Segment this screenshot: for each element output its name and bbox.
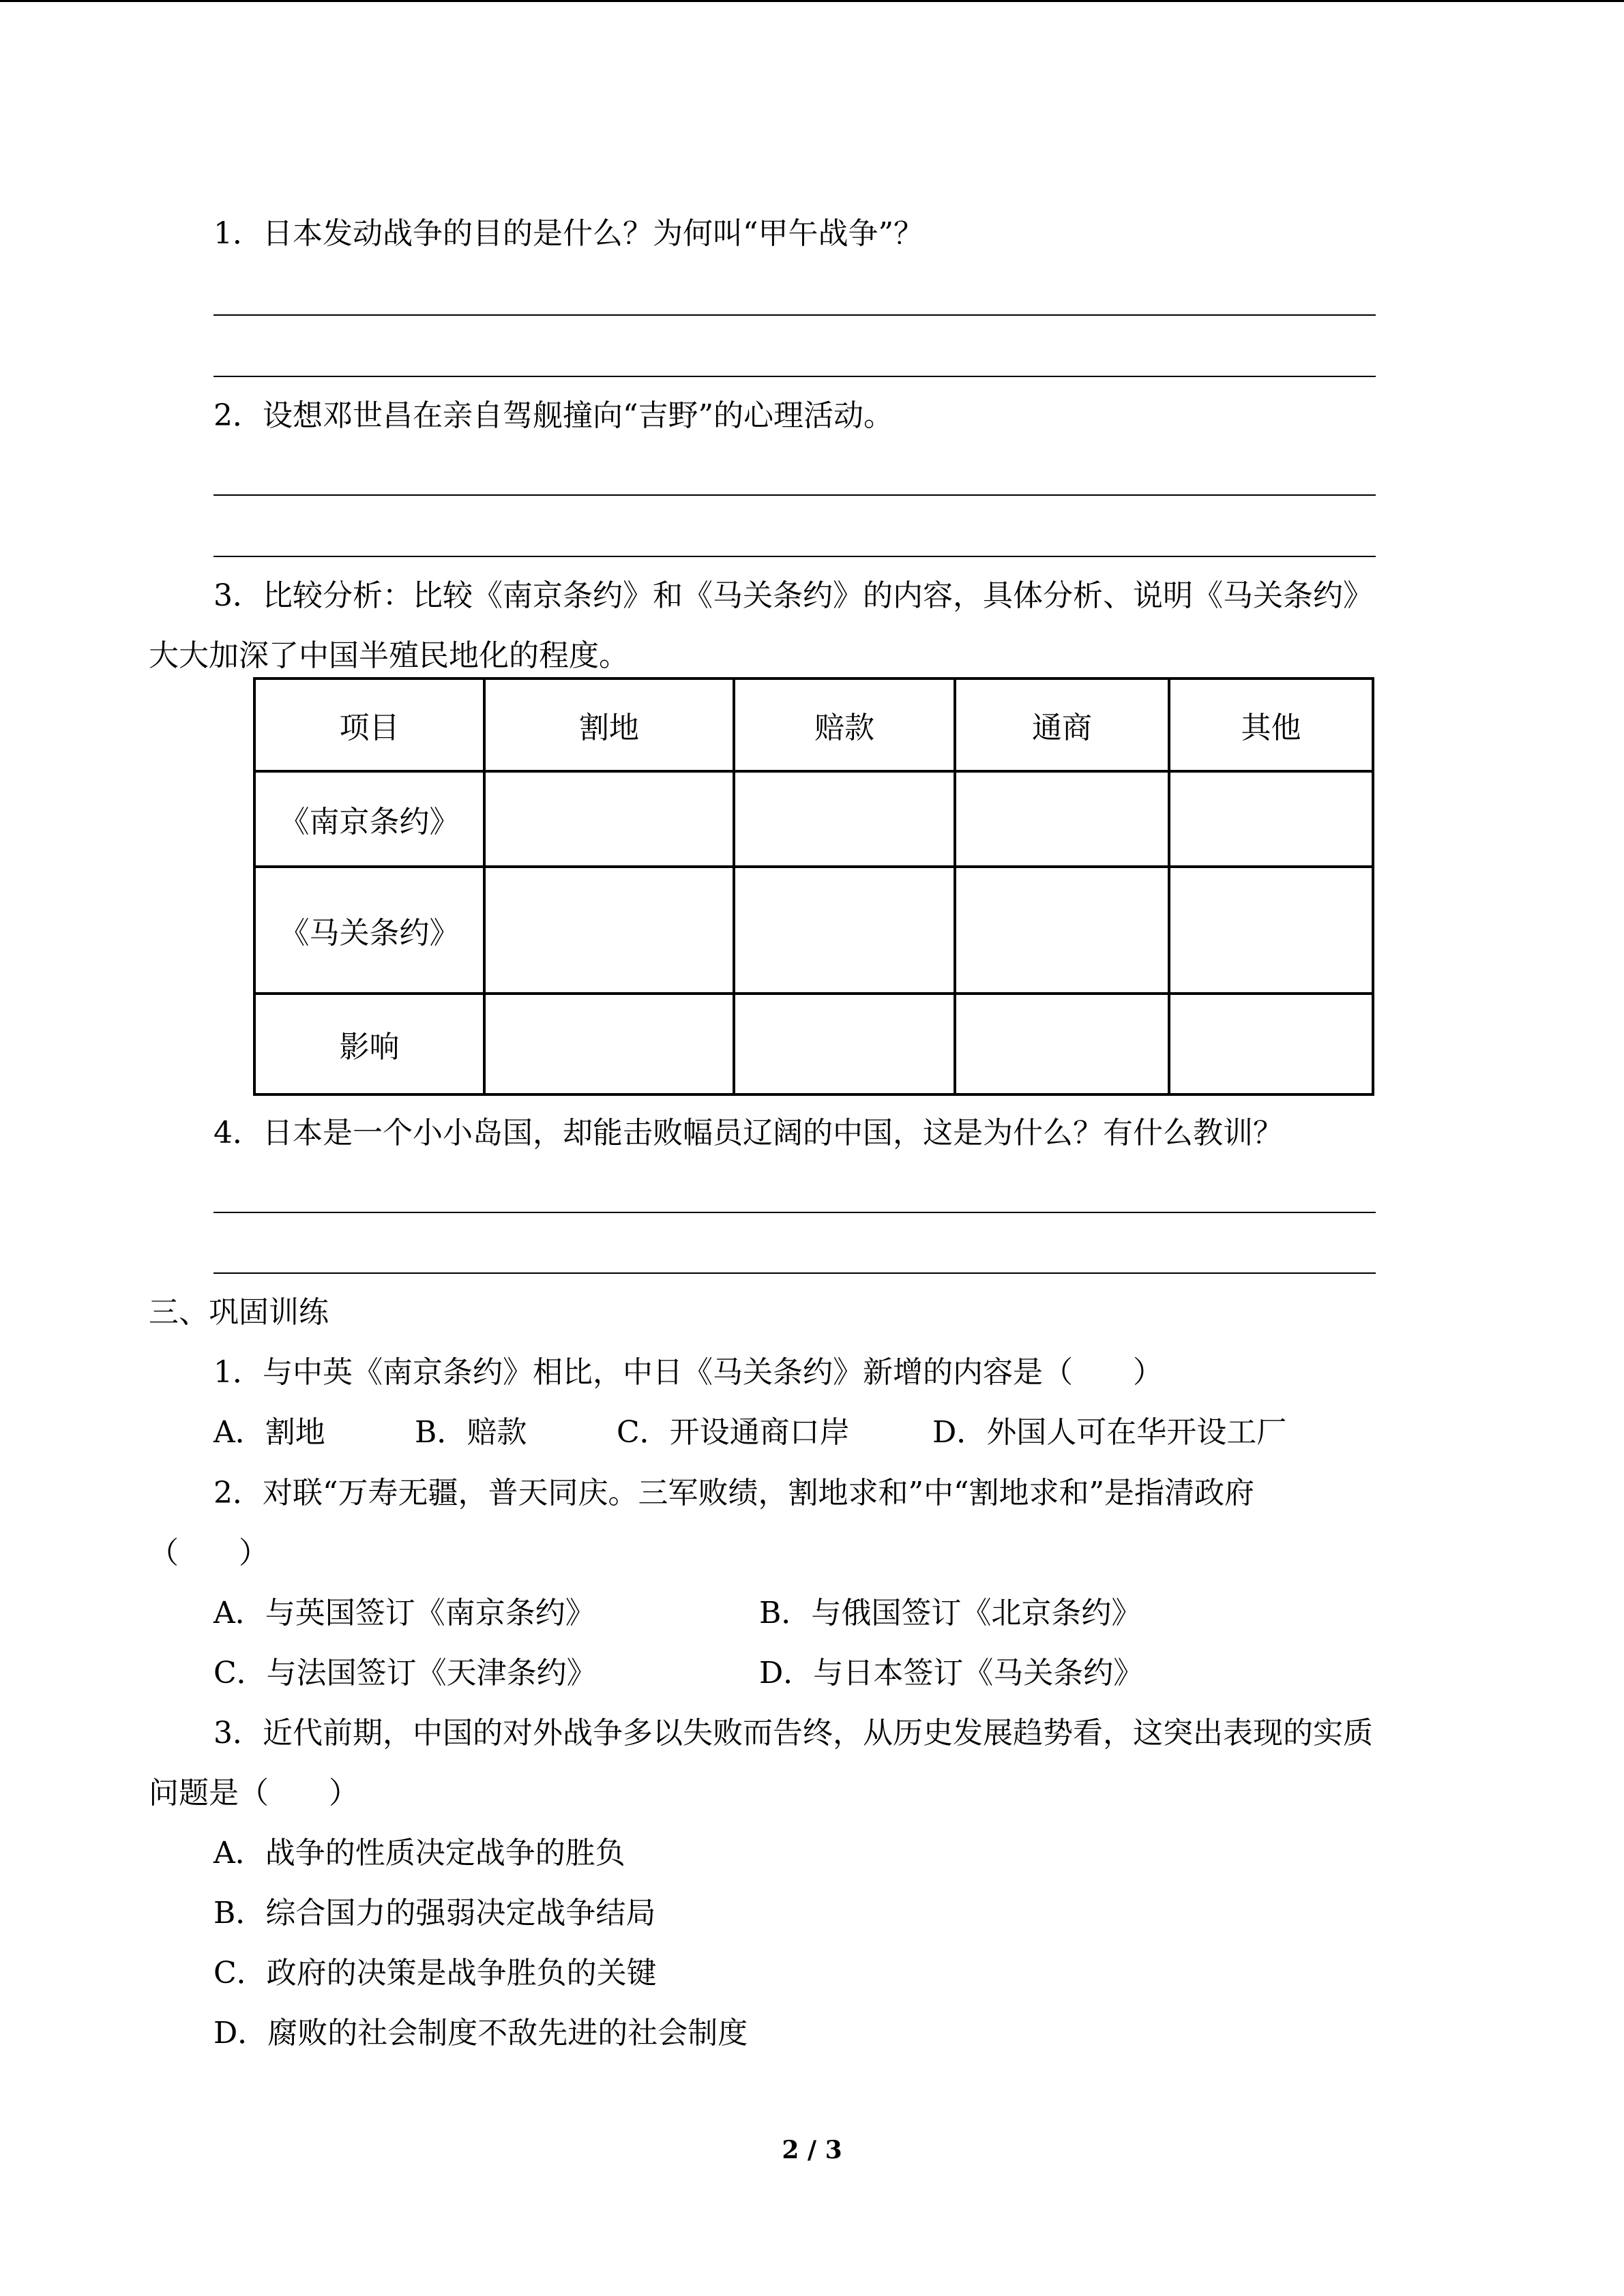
- mc1-option-b: B．赔款: [415, 1415, 527, 1450]
- question-3-line-2: 大大加深了中国半殖民地化的程度。: [149, 638, 629, 673]
- mc-question-3-line-2: 问题是（ ）: [149, 1776, 359, 1810]
- table-row-label: 《南京条约》: [254, 771, 484, 867]
- table-blank-cell: [1169, 867, 1373, 994]
- table-blank-cell: [734, 771, 955, 867]
- treaty-comparison-table: [253, 677, 1374, 1096]
- table-header-cell: 通商: [955, 679, 1169, 771]
- mc-question-3-line-1: 3．近代前期，中国的对外战争多以失败而告终，从历史发展趋势看，这突出表现的实质: [213, 1716, 1373, 1750]
- table-header-cell: 割地: [484, 679, 734, 771]
- table-blank-cell: [484, 867, 734, 994]
- mc1-option-c: C．开设通商口岸: [617, 1415, 850, 1450]
- table-header-cell: 赔款: [734, 679, 955, 771]
- table-row-label: 影响: [254, 994, 484, 1094]
- table-row: [254, 771, 1373, 867]
- table-blank-cell: [1169, 994, 1373, 1094]
- mc3-option-d: D．腐败的社会制度不敌先进的社会制度: [213, 2016, 748, 2051]
- top-border-rule: [0, 0, 1624, 2]
- answer-line: [213, 1212, 1376, 1213]
- answer-line: [213, 1272, 1376, 1274]
- mc3-option-c: C．政府的决策是战争胜负的关键: [213, 1956, 657, 1991]
- table-header-row: [254, 679, 1373, 771]
- mc-question-1: 1．与中英《南京条约》相比，中日《马关条约》新增的内容是（ ）: [213, 1355, 1163, 1390]
- answer-line: [213, 314, 1376, 316]
- table-header-cell: 项目: [254, 679, 484, 771]
- mc2-option-d: D．与日本签订《马关条约》: [759, 1656, 1144, 1690]
- mc-question-2-line-1: 2．对联“万寿无疆，普天同庆。三军败绩，割地求和”中“割地求和”是指清政府: [213, 1476, 1254, 1510]
- table-blank-cell: [955, 867, 1169, 994]
- mc2-option-a: A．与英国签订《南京条约》: [213, 1596, 595, 1630]
- mc1-option-a: A．割地: [213, 1415, 325, 1450]
- question-4: 4．日本是一个小小岛国，却能击败幅员辽阔的中国，这是为什么？有什么教训？: [213, 1116, 1283, 1150]
- mc3-option-a: A．战争的性质决定战争的胜负: [213, 1836, 625, 1870]
- mc-question-2-line-2: （ ）: [149, 1536, 269, 1570]
- mc3-option-b: B．综合国力的强弱决定战争结局: [213, 1896, 656, 1930]
- answer-line: [213, 376, 1376, 377]
- answer-line: [213, 556, 1376, 557]
- table-blank-cell: [484, 994, 734, 1094]
- answer-line: [213, 494, 1376, 496]
- mc1-option-d: D．外国人可在华开设工厂: [932, 1415, 1287, 1450]
- question-3-line-1: 3．比较分析：比较《南京条约》和《马关条约》的内容，具体分析、说明《马关条约》: [213, 578, 1373, 613]
- table-blank-cell: [734, 994, 955, 1094]
- table-blank-cell: [955, 771, 1169, 867]
- mc2-option-b: B．与俄国签订《北京条约》: [759, 1596, 1142, 1630]
- page-number: 2 / 3: [782, 2136, 842, 2164]
- section-heading: 三、巩固训练: [149, 1295, 329, 1330]
- question-1: 1．日本发动战争的目的是什么？为何叫“甲午战争”？: [213, 216, 924, 251]
- table-header-cell: 其他: [1169, 679, 1373, 771]
- table-row: [254, 994, 1373, 1094]
- table-blank-cell: [1169, 771, 1373, 867]
- question-2: 2．设想邓世昌在亲自驾舰撞向“吉野”的心理活动。: [213, 398, 894, 433]
- table-blank-cell: [734, 867, 955, 994]
- mc2-option-c: C．与法国签订《天津条约》: [213, 1656, 597, 1690]
- table-blank-cell: [955, 994, 1169, 1094]
- table-row-label: 《马关条约》: [254, 867, 484, 994]
- table-blank-cell: [484, 771, 734, 867]
- table-row: [254, 867, 1373, 994]
